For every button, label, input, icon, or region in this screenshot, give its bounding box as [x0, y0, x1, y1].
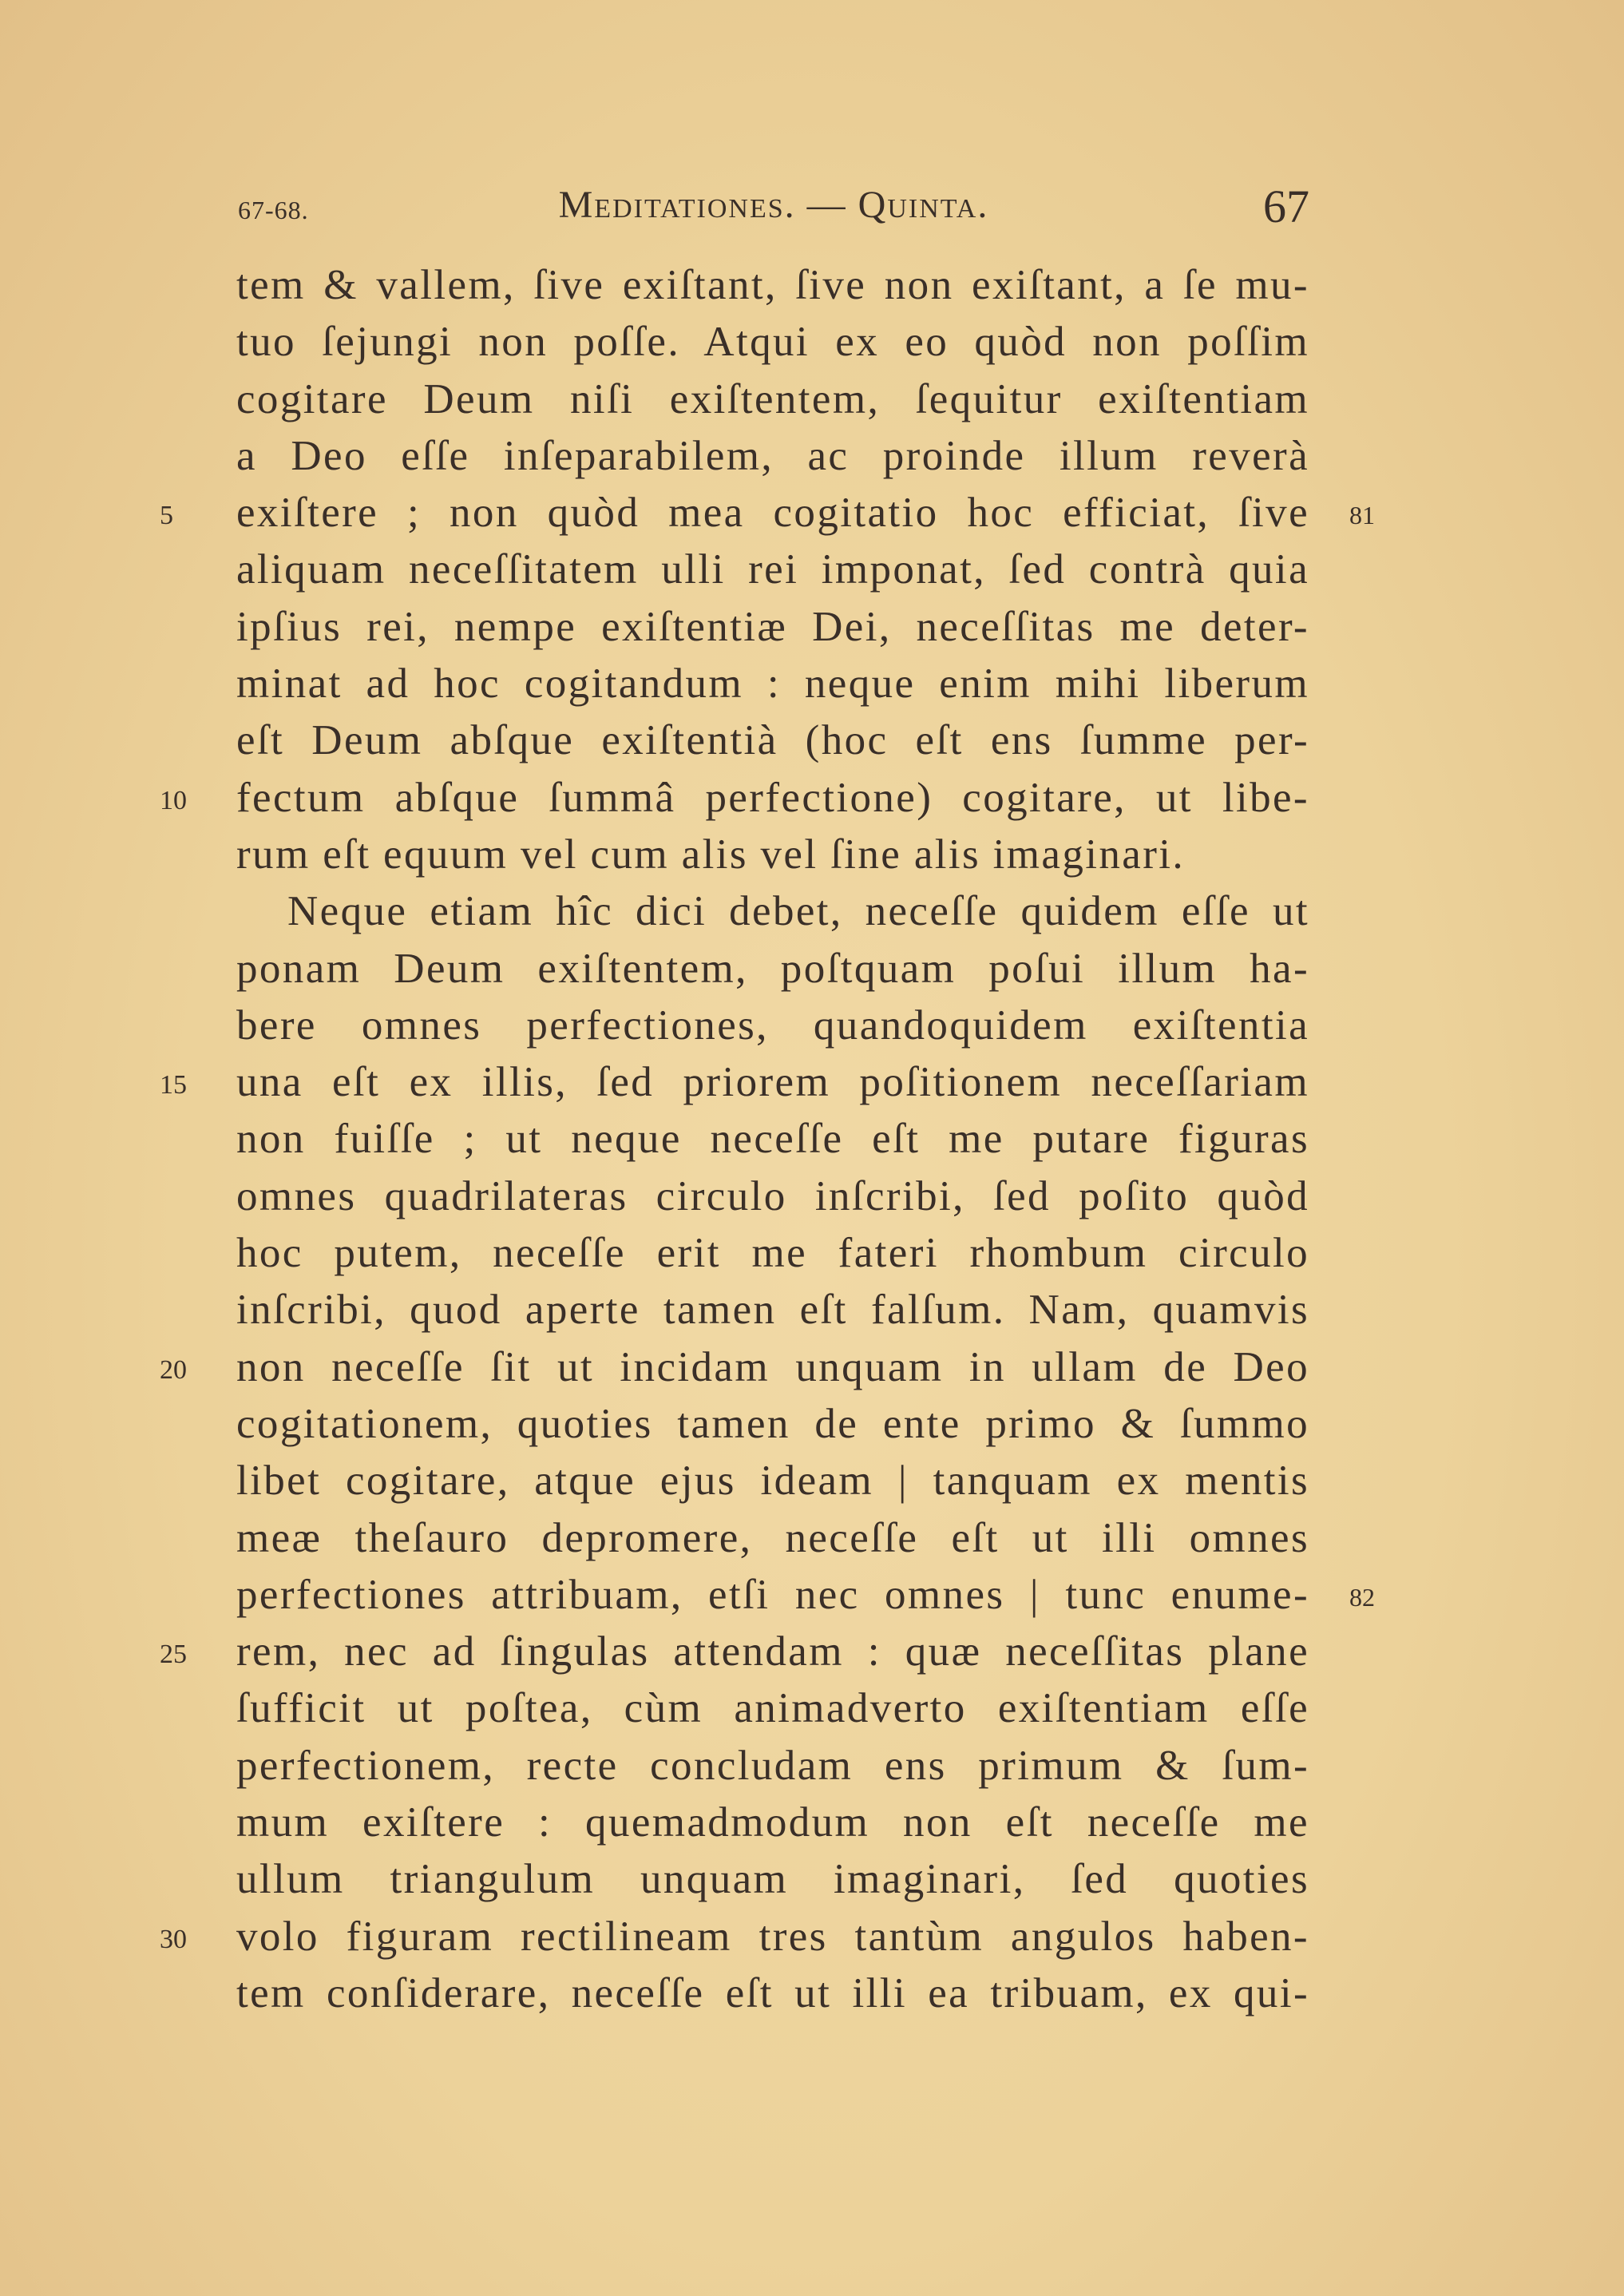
- text-line: tem & vallem, ſive exiſtant, ſive non exiſtant, a ſe mu-: [236, 262, 1309, 308]
- text-line: cogitare Deum niſi exiſtentem, ſequitur exiſtentiam: [236, 375, 1309, 422]
- text-line: rum eſt equum vel cum alis vel ſine alis imaginari.: [236, 831, 1186, 878]
- text-line: ponam Deum exiſtentem, poſtquam poſui illum ha-: [236, 945, 1309, 992]
- margin-page-reference: 81: [1349, 501, 1375, 530]
- text-line: ipſius rei, nempe exiſtentiæ Dei, neceſſitas me deter-: [236, 603, 1309, 650]
- page-range: 67-68.: [238, 196, 309, 224]
- line-number: 25: [160, 1640, 187, 1670]
- text-line: tem conſiderare, neceſſe eſt ut illi ea tribuam, ex qui-: [236, 1969, 1309, 2016]
- text-line: hoc putem, neceſſe erit me fateri rhombum circulo: [236, 1230, 1309, 1277]
- text-line: rem, nec ad ſingulas attendam : quæ neceſſitas plane: [236, 1628, 1309, 1675]
- text-line: libet cogitare, atque ejus ideam | tanquam ex mentis: [236, 1457, 1309, 1505]
- line-number: 10: [160, 785, 187, 815]
- text-line: eſt Deum abſque exiſtentià (hoc eſt ens ſumme per-: [236, 717, 1309, 764]
- text-line: non neceſſe ſit ut incidam unquam in ullam de Deo: [236, 1343, 1309, 1390]
- text-line: Neque etiam hîc dici debet, neceſſe quidem eſſe ut: [287, 888, 1309, 935]
- text-line: meæ theſauro depromere, neceſſe eſt ut illi omnes: [236, 1514, 1309, 1561]
- text-line: volo figuram rectilineam tres tantùm angulos haben-: [236, 1913, 1309, 1960]
- line-number: 20: [160, 1354, 187, 1385]
- body-text: [236, 257, 1309, 2022]
- line-number: 15: [160, 1070, 187, 1100]
- text-line: omnes quadrilateras circulo inſcribi, ſed poſito quòd: [236, 1172, 1309, 1219]
- text-line: aliquam neceſſitatem ulli rei imponat, ſed contrà quia: [236, 546, 1309, 593]
- line-number: 5: [160, 501, 173, 531]
- text-line: perfectionem, recte concludam ens primum & ſum-: [236, 1742, 1309, 1789]
- text-line: una eſt ex illis, ſed priorem poſitionem neceſſariam: [236, 1059, 1309, 1106]
- line-number: 30: [160, 1924, 187, 1954]
- text-line: cogitationem, quoties tamen de ente primo & ſummo: [236, 1400, 1309, 1447]
- margin-page-reference: 82: [1349, 1582, 1375, 1612]
- text-line: ſufficit ut poſtea, cùm animadverto exiſtentiam eſſe: [236, 1685, 1309, 1732]
- text-line: mum exiſtere : quemadmodum non eſt neceſſe me: [236, 1799, 1309, 1846]
- text-line: perfectiones attribuam, etſi nec omnes | tunc enume-: [236, 1571, 1309, 1618]
- text-line: a Deo eſſe inſeparabilem, ac proinde illum reverà: [236, 432, 1309, 479]
- text-line: fectum abſque ſummâ perfectione) cogitare, ut libe-: [236, 774, 1309, 821]
- text-line: minat ad hoc cogitandum : neque enim mihi liberum: [236, 660, 1309, 708]
- running-head: [238, 180, 1309, 236]
- text-line: ullum triangulum unquam imaginari, ſed quoties: [236, 1856, 1309, 1903]
- text-line: exiſtere ; non quòd mea cogitatio hoc efficiat, ſive: [236, 490, 1309, 537]
- text-line: non fuiſſe ; ut neque neceſſe eſt me putare figuras: [236, 1116, 1309, 1163]
- text-line: bere omnes perfectiones, quandoquidem exiſtentia: [236, 1001, 1309, 1049]
- page-number: 67: [1263, 180, 1309, 232]
- text-line: tuo ſejungi non poſſe. Atqui ex eo quòd non poſſim: [236, 319, 1309, 366]
- running-title: Meditationes. — Quinta.: [558, 184, 989, 226]
- text-line: inſcribi, quod aperte tamen eſt falſum. Nam, quamvis: [236, 1287, 1309, 1334]
